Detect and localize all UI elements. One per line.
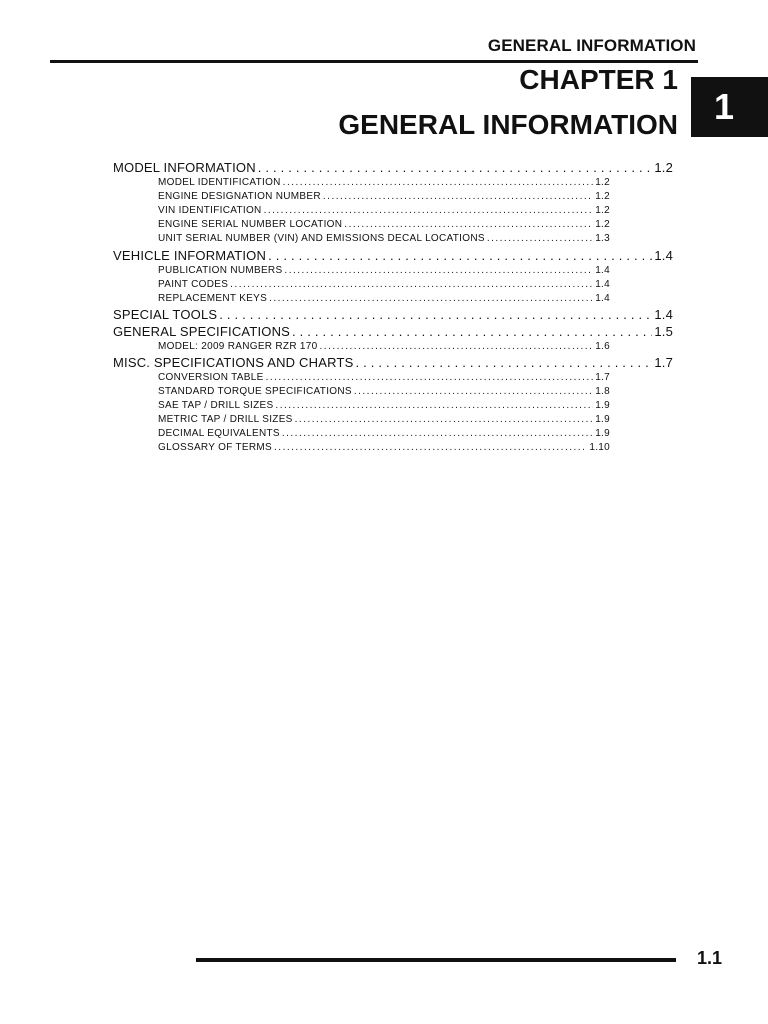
toc-entry-page: 1.4 — [595, 293, 610, 304]
toc-entry-page: 1.8 — [595, 386, 610, 397]
toc-entry-page: 1.2 — [595, 219, 610, 230]
toc-entry-page: 1.2 — [595, 177, 610, 188]
toc-entry-title: STANDARD TORQUE SPECIFICATIONS — [158, 386, 352, 397]
toc-subsection-entry[interactable] — [158, 428, 610, 439]
toc-section-entry[interactable] — [113, 160, 673, 175]
toc-entry-title: GLOSSARY OF TERMS — [158, 442, 273, 453]
toc-entry-title: VIN IDENTIFICATION — [158, 205, 262, 216]
toc-entry-title: MODEL IDENTIFICATION — [158, 177, 281, 188]
toc-entry-page: 1.5 — [654, 324, 673, 339]
toc-dot-leader — [230, 279, 593, 290]
toc-dot-leader — [320, 341, 594, 352]
running-header-title: GENERAL INFORMATION — [487, 36, 696, 55]
toc-entry-title: CONVERSION TABLE — [158, 372, 264, 383]
toc-entry-title: REPLACEMENT KEYS — [158, 293, 268, 304]
toc-entry-title: PUBLICATION NUMBERS — [158, 265, 283, 276]
toc-entry-page: 1.4 — [595, 265, 610, 276]
toc-subsection-entry[interactable] — [158, 191, 610, 202]
toc-entry-title: ENGINE DESIGNATION NUMBER — [158, 191, 321, 202]
toc-entry-title: PAINT CODES — [158, 279, 229, 290]
toc-entry-title: MISC. SPECIFICATIONS AND CHARTS — [113, 355, 354, 370]
toc-entry-title: GENERAL SPECIFICATIONS — [113, 324, 291, 339]
toc-entry-page: 1.4 — [654, 248, 673, 263]
toc-section-entry[interactable] — [113, 307, 673, 322]
toc-dot-leader — [354, 386, 593, 397]
toc-section-entry[interactable] — [113, 355, 673, 370]
toc-entry-page: 1.9 — [595, 400, 610, 411]
toc-dot-leader — [344, 219, 593, 230]
toc-dot-leader — [219, 307, 652, 322]
toc-dot-leader — [292, 324, 652, 339]
toc-entry-title: METRIC TAP / DRILL SIZES — [158, 414, 293, 425]
toc-subsection-entry[interactable] — [158, 293, 610, 304]
toc-dot-leader — [264, 205, 594, 216]
toc-subsection-entry[interactable] — [158, 372, 610, 383]
toc-entry-page: 1.2 — [654, 160, 673, 175]
toc-entry-page: 1.9 — [595, 414, 610, 425]
toc-dot-leader — [284, 265, 593, 276]
toc-dot-leader — [295, 414, 594, 425]
toc-entry-title: UNIT SERIAL NUMBER (VIN) AND EMISSIONS DECAL LOCATIONS — [158, 233, 485, 244]
footer-page-number: 1.1 — [697, 948, 723, 968]
toc-entry-title: ENGINE SERIAL NUMBER LOCATION — [158, 219, 343, 230]
toc-subsection-entry[interactable] — [158, 205, 610, 216]
toc-dot-leader — [283, 177, 594, 188]
toc-entry-page: 1.2 — [595, 191, 610, 202]
toc-dot-leader — [282, 428, 593, 439]
toc-entry-title: SAE TAP / DRILL SIZES — [158, 400, 274, 411]
toc-subsection-entry[interactable] — [158, 442, 610, 453]
toc-dot-leader — [275, 400, 593, 411]
toc-dot-leader — [274, 442, 587, 453]
chapter-tab: 1 — [691, 77, 768, 137]
toc-dot-leader — [487, 233, 593, 244]
toc-entry-page: 1.7 — [654, 355, 673, 370]
toc-entry-page: 1.7 — [595, 372, 610, 383]
toc-entry-title: DECIMAL EQUIVALENTS — [158, 428, 280, 439]
toc-subsection-entry[interactable] — [158, 400, 610, 411]
toc-entry-page: 1.10 — [589, 442, 610, 453]
toc-entry-page: 1.6 — [595, 341, 610, 352]
toc-dot-leader — [258, 160, 653, 175]
footer-divider — [196, 958, 676, 962]
toc-section-entry[interactable] — [113, 324, 673, 339]
toc-entry-page: 1.3 — [595, 233, 610, 244]
toc-subsection-entry[interactable] — [158, 279, 610, 290]
toc-entry-page: 1.9 — [595, 428, 610, 439]
chapter-title: GENERAL INFORMATION — [338, 109, 678, 140]
toc-entry-title: SPECIAL TOOLS — [113, 307, 218, 322]
toc-dot-leader — [266, 372, 594, 383]
toc-entry-page: 1.2 — [595, 205, 610, 216]
toc-subsection-entry[interactable] — [158, 265, 610, 276]
toc-dot-leader — [355, 355, 652, 370]
toc-entry-title: MODEL INFORMATION — [113, 160, 256, 175]
toc-entry-page: 1.4 — [654, 307, 673, 322]
toc-subsection-entry[interactable] — [158, 386, 610, 397]
toc-subsection-entry[interactable] — [158, 341, 610, 352]
toc-entry-title: VEHICLE INFORMATION — [113, 248, 267, 263]
toc-entry-title: MODEL: 2009 RANGER RZR 170 — [158, 341, 318, 352]
toc-subsection-entry[interactable] — [158, 219, 610, 230]
chapter-label: CHAPTER 1 — [519, 64, 678, 95]
toc-subsection-entry[interactable] — [158, 177, 610, 188]
toc-subsection-entry[interactable] — [158, 233, 610, 244]
toc-section-entry[interactable] — [113, 248, 673, 263]
toc-dot-leader — [268, 248, 652, 263]
toc-entry-page: 1.4 — [595, 279, 610, 290]
toc-subsection-entry[interactable] — [158, 414, 610, 425]
toc-dot-leader — [323, 191, 593, 202]
toc-dot-leader — [269, 293, 593, 304]
